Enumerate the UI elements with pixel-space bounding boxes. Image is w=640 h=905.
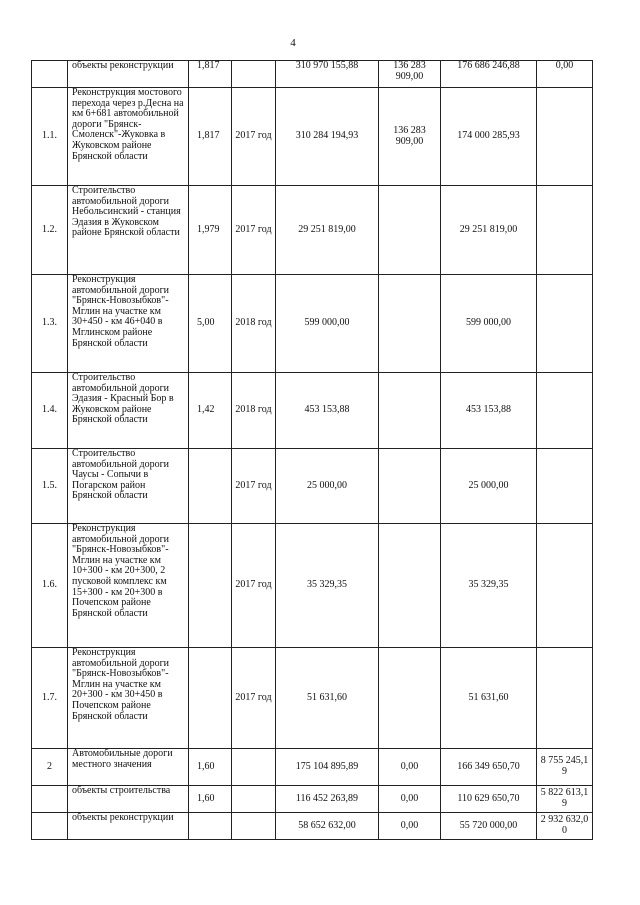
table-row <box>32 749 593 786</box>
page-number: 4 <box>290 37 296 49</box>
table-row <box>32 88 593 186</box>
object-name: Реконструкция мостового перехода через р.Десна на км 6+681 автомобильной дороги "Брянск-Смоленск"-Жуковка в Жуковском районе Брянской области <box>68 88 189 186</box>
regional-amount: 29 251 819,00 <box>441 186 537 275</box>
year <box>232 786 276 813</box>
total-amount: 25 000,00 <box>276 449 379 524</box>
length-km: 1,817 <box>189 61 232 88</box>
local-amount: 8 755 245,19 <box>537 749 593 786</box>
total-amount: 58 652 632,00 <box>276 813 379 840</box>
federal-amount: 0,00 <box>379 749 441 786</box>
federal-amount: 136 283 909,00 <box>379 61 441 88</box>
year <box>232 813 276 840</box>
year: 2017 год <box>232 449 276 524</box>
table-row <box>32 813 593 840</box>
year: 2017 год <box>232 648 276 749</box>
local-amount <box>537 373 593 449</box>
row-number: 1.7. <box>32 648 68 749</box>
length-km <box>189 449 232 524</box>
table-row <box>32 449 593 524</box>
length-km: 1,60 <box>189 749 232 786</box>
row-number: 1.4. <box>32 373 68 449</box>
federal-amount <box>379 449 441 524</box>
row-number: 2 <box>32 749 68 786</box>
federal-amount <box>379 186 441 275</box>
object-name: Реконструкция автомобильной дороги "Брянск-Новозыбков"-Мглин на участке км 10+300 - км 20+300, 2 пусковой комплекс км 15+300 - км 20+300 в Почепском районе Брянской области <box>68 524 189 648</box>
length-km <box>189 648 232 749</box>
year: 2018 год <box>232 275 276 373</box>
regional-amount: 174 000 285,93 <box>441 88 537 186</box>
total-amount: 599 000,00 <box>276 275 379 373</box>
year: 2017 год <box>232 524 276 648</box>
length-km: 1,817 <box>189 88 232 186</box>
row-number: 1.2. <box>32 186 68 275</box>
local-amount: 5 822 613,19 <box>537 786 593 813</box>
object-name: Реконструкция автомобильной дороги "Брянск-Новозыбков"-Мглин на участке км 30+450 - км 46+040 в Мглинском районе Брянской области <box>68 275 189 373</box>
table-row <box>32 524 593 648</box>
object-name: Автомобильные дороги местного значения <box>68 749 189 786</box>
total-amount: 453 153,88 <box>276 373 379 449</box>
row-number: 1.1. <box>32 88 68 186</box>
year <box>232 749 276 786</box>
total-amount: 116 452 263,89 <box>276 786 379 813</box>
local-amount: 0,00 <box>537 61 593 88</box>
regional-amount: 599 000,00 <box>441 275 537 373</box>
table-row <box>32 648 593 749</box>
object-name: объекты реконструкции <box>68 61 189 88</box>
total-amount: 310 284 194,93 <box>276 88 379 186</box>
federal-amount <box>379 275 441 373</box>
local-amount <box>537 648 593 749</box>
financing-table <box>31 60 593 840</box>
length-km <box>189 813 232 840</box>
total-amount: 175 104 895,89 <box>276 749 379 786</box>
row-number <box>32 61 68 88</box>
regional-amount: 25 000,00 <box>441 449 537 524</box>
local-amount <box>537 449 593 524</box>
object-name: Строительство автомобильной дороги Чаусы - Сопычи в Погарском район Брянской области <box>68 449 189 524</box>
year <box>232 61 276 88</box>
object-name: объекты строительства <box>68 786 189 813</box>
local-amount <box>537 88 593 186</box>
row-number: 1.5. <box>32 449 68 524</box>
row-number: 1.3. <box>32 275 68 373</box>
object-name: объекты реконструкции <box>68 813 189 840</box>
local-amount <box>537 524 593 648</box>
length-km: 1,60 <box>189 786 232 813</box>
length-km <box>189 524 232 648</box>
length-km: 1,42 <box>189 373 232 449</box>
year: 2017 год <box>232 186 276 275</box>
row-number: 1.6. <box>32 524 68 648</box>
federal-amount: 136 283 909,00 <box>379 88 441 186</box>
length-km: 1,979 <box>189 186 232 275</box>
federal-amount: 0,00 <box>379 786 441 813</box>
year: 2018 год <box>232 373 276 449</box>
regional-amount: 176 686 246,88 <box>441 61 537 88</box>
total-amount: 29 251 819,00 <box>276 186 379 275</box>
regional-amount: 55 720 000,00 <box>441 813 537 840</box>
federal-amount <box>379 524 441 648</box>
object-name: Реконструкция автомобильной дороги "Брянск-Новозыбков"-Мглин на участке км 20+300 - км 30+450 в Почепском районе Брянской области <box>68 648 189 749</box>
regional-amount: 453 153,88 <box>441 373 537 449</box>
object-name: Строительство автомобильной дороги Эдазия - Красный Бор в Жуковском районе Брянской области <box>68 373 189 449</box>
local-amount <box>537 186 593 275</box>
object-name: Строительство автомобильной дороги Небольсинский - станция Эдазия в Жуковском районе Брянской области <box>68 186 189 275</box>
regional-amount: 166 349 650,70 <box>441 749 537 786</box>
regional-amount: 35 329,35 <box>441 524 537 648</box>
row-number <box>32 813 68 840</box>
federal-amount <box>379 648 441 749</box>
local-amount <box>537 275 593 373</box>
federal-amount <box>379 373 441 449</box>
table-row <box>32 61 593 88</box>
row-number <box>32 786 68 813</box>
regional-amount: 51 631,60 <box>441 648 537 749</box>
total-amount: 51 631,60 <box>276 648 379 749</box>
table-row <box>32 373 593 449</box>
year: 2017 год <box>232 88 276 186</box>
total-amount: 310 970 155,88 <box>276 61 379 88</box>
federal-amount: 0,00 <box>379 813 441 840</box>
total-amount: 35 329,35 <box>276 524 379 648</box>
table-row <box>32 275 593 373</box>
table-row <box>32 186 593 275</box>
table-row <box>32 786 593 813</box>
regional-amount: 110 629 650,70 <box>441 786 537 813</box>
length-km: 5,00 <box>189 275 232 373</box>
local-amount: 2 932 632,00 <box>537 813 593 840</box>
